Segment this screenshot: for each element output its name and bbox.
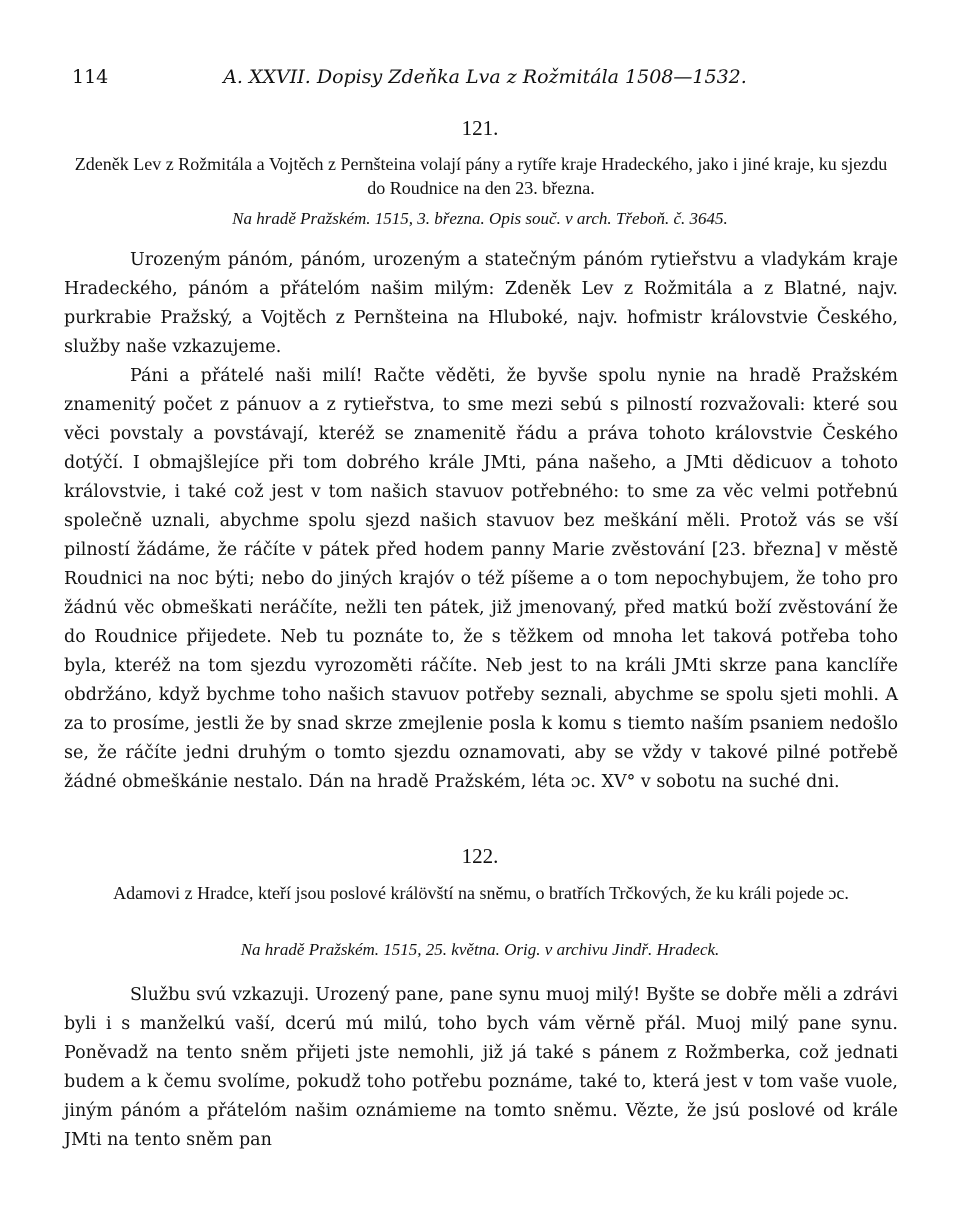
running-title: A. XXVII. Dopisy Zdeňka Lva z Rožmitála 1508—1532.: [223, 66, 747, 88]
page-header: [72, 66, 898, 94]
letter-body: [64, 981, 898, 1155]
letter-paragraph: Službu svú vzkazuji. Urozený pane, pane synu muoj milý! Byšte se dobře měli a zdrávi byli i s manželkú vaší, dcerú mú milú, toho bych vám věrně přál. Muoj milý pane synu. Poněvadž na tento sněm přijeti jste nemohli, již já také s pánem z Rožmberka, což jednati budem a k čemu svolíme, pokudž toho potřebu poznáme, také to, která jest v tom vaše vuole, jiným pánóm a přátelóm našim oznámieme na tomto sněmu. Vězte, že jsú poslové od krále JMti na tento sněm pan: [64, 985, 898, 1150]
page-number: 114: [72, 66, 109, 88]
letter-number: 121.: [461, 116, 499, 140]
letter-paragraph: Páni a přátelé naši milí! Račte věděti, že byvše spolu nynie na hradě Pražském znamenitý počet z pánuov a z rytieřstva, to sme mezi sebú s pilností rozvažovali: které sou věci povstaly a povstávají, kteréž se znamenitě řádu a práva tohoto královstvie Českého dotýčí. I obmajšlejíce při tom dobrého krále JMti, pána našeho, a JMti dědicuov a tohoto královstvie, i také což jest v tom našich stavuov potřebného: to sme za věc velmi potřebnú společně uznali, abychme spolu sjezd našich stavuov bez meškání měli. Protož vás se vší pilností žádáme, že ráčíte v pátek před hodem panny Marie zvěstování [23. března] v městě Roudnici na noc býti; nebo do jiných krajóv o též píšeme a o tom nepochybujem, že toho pro žádnú věc obmeškati neráčíte, nežli ten pátek, již jmenovaný, před matkú boží zvěstování že do Roudnice přijedete. Neb tu poznáte to, že s těžkem od mnoha let taková potřeba toho byla, kteréž na tom sjezdu vyrozoměti ráčíte. Neb jest to na králi JMti skrze pana kanclíře obdržáno, když bychme toho našich stavuov potřeby seznali, abychme se spolu sjeti mohli. A za to prosíme, jestli že by snad skrze zmejlenie posla k komu s tiemto naším psaniem nedošlo se, že ráčíte jedni druhým o tomto sjezdu oznamovati, aby se vždy v takové pilné potřebě žádné obmeškánie nestalo. Dán na hradě Pražském, léta ɔc. XV° v sobotu na suché dni.: [64, 366, 898, 792]
letter-summary: Zdeněk Lev z Rožmitála a Vojtěch z Pernšteina volají pány a rytíře kraje Hradeckého, jako i jiné kraje, ku sjezdu do Roudnice na den 23. března.: [74, 154, 888, 198]
letter-body: [64, 246, 898, 797]
letter-source: Na hradě Pražském. 1515, 25. května. Orig. v archivu Jindř. Hradeck.: [240, 940, 720, 959]
letter-number: 122.: [461, 844, 499, 868]
letter-summary: Adamovi z Hradce, kteří jsou poslové králövští na sněmu, o bratřích Trčkových, že ku králi pojede ɔc.: [113, 883, 849, 903]
letter-source: Na hradě Pražském. 1515, 3. března. Opis souč. v arch. Třeboň. č. 3645.: [232, 209, 728, 228]
letter-paragraph: Urozeným pánóm, pánóm, urozeným a statečným pánóm rytieřstvu a vladykám kraje Hradeckého, pánóm a přátelóm našim milým: Zdeněk Lev z Rožmitála a z Blatné, najv. purkrabie Pražský, a Vojtěch z Pernšteina na Hluboké, najv. hofmistr královstvie Českého, služby naše vzkazujeme.: [64, 250, 898, 357]
